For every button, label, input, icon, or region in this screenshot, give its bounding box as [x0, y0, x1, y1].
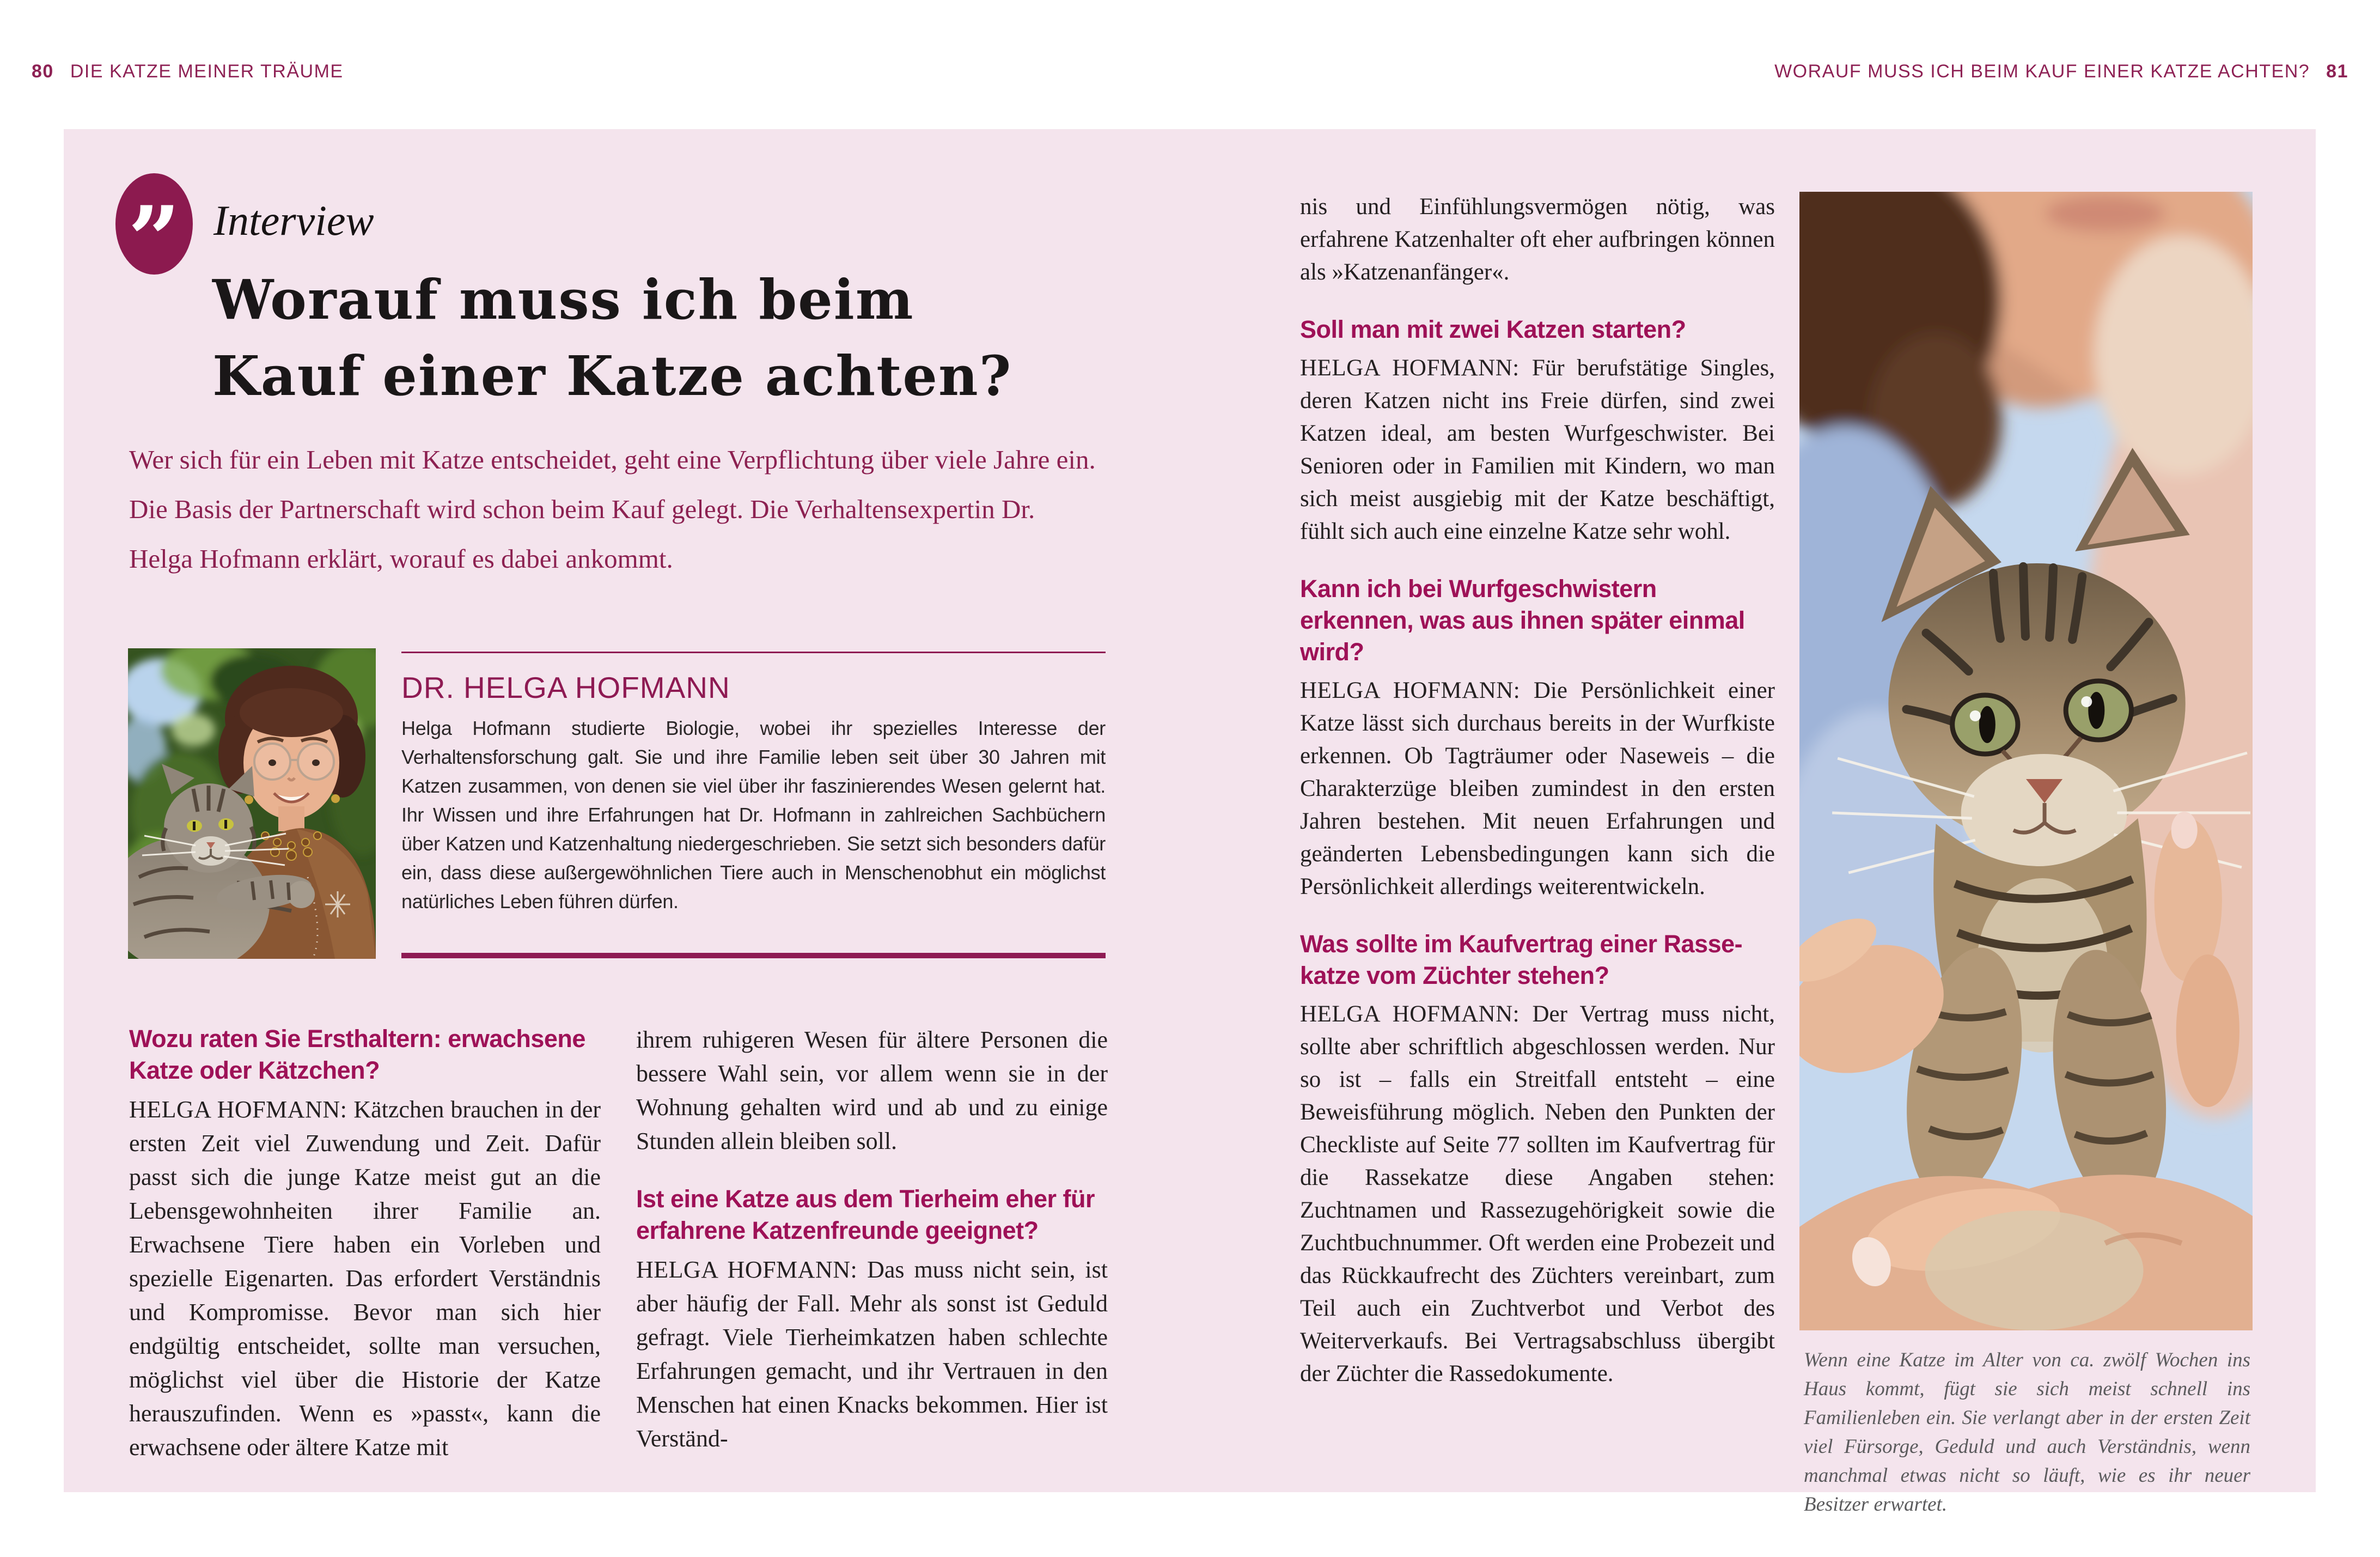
answer-1 — [129, 1093, 601, 1464]
quote-badge — [115, 173, 193, 294]
photo-caption: Wenn eine Katze im Alter von ca. zwölf Wochen ins Haus kommt, fügt sie sich meist schnell ins Familienleben ein. Sie verlangt aber in der ersten Zeit viel Fürsorge, Geduld und auch Verständnis, wenn manchmal etwas nicht so läuft, wie es ihr neuer Besitzer erwartet. — [1804, 1349, 2250, 1516]
article-title-line-1: Worauf muss ich beim — [212, 267, 914, 332]
speaker-name: HELGA HOFMANN: — [1300, 355, 1519, 381]
profile-name: DR. HELGA HOFMANN — [401, 671, 730, 704]
answer-2-text: Das muss nicht sein, ist aber häufig der Fall. Mehr als sonst ist Geduld gefragt. Viele Tierheimkatzen haben schlechte Erfahrungen gemacht, und ihr Vertrauen in den Menschen hat einen Knacks bekommen. Hier ist Verständ- — [636, 1256, 1108, 1452]
kitten-photo — [1799, 192, 2253, 1330]
answer-5 — [1300, 998, 1775, 1390]
answer-5-text: Der Vertrag muss nicht, sollte aber schriftlich abgeschlossen werden. Nur so ist – falls ein Streitfall entsteht – eine Beweisführung möglich. Neben den Punkten der Checkliste auf Seite 77 sollten im Kaufvertrag für die Rassekatze diese Angaben stehen: Zuchtnamen und Rassezugehörigkeit sowie die Zuchtbuchnummer. Oft werden eine Probezeit und das Rückkaufrecht des Züchters vereinbart, zum Teil auch ein Zuchtverbot und Verbot des Weiterverkaufs. Bei Vertragsabschluss übergibt der Züchter die Rassedokumente. — [1300, 1001, 1775, 1386]
qa-column-3 — [1300, 191, 1775, 1390]
page-header-right — [1774, 61, 2348, 82]
profile-bio: Helga Hofmann studierte Biologie, wobei ihr spezielles Interesse der Verhaltensforschung galt. Sie und ihre Familie leben seit über 30 Jahren mit Katzen zusammen, von denen sie viel über ihr faszinierendes Wesen gelernt hat. Ihr Wissen und ihre Erfahrungen hat Dr. Hofmann in zahlreichen Sachbüchern über Katzen und Katzenhaltung niedergeschrieben. Sie setzt sich besonders dafür ein, dass diese außergewöhnlichen Tiere auch in Menschenobhut ein möglichst natürliches Leben führen dürfen. — [401, 717, 1106, 913]
question-4: Kann ich bei Wurfgeschwistern erkennen, was aus ihnen später einmal wird? — [1300, 575, 1745, 666]
helga-hofmann-photo — [128, 648, 376, 959]
question-2: Ist eine Katze aus dem Tierheim eher für erfahrene Katzenfreunde geeignet? — [636, 1185, 1095, 1244]
portrait-photo-illustration — [128, 648, 376, 959]
profile-rule-top — [401, 652, 1106, 653]
qa-column-2 — [636, 1023, 1108, 1456]
profile-rule-bottom — [401, 953, 1106, 958]
answer-2 — [636, 1253, 1108, 1456]
qa-column-1 — [129, 1023, 601, 1464]
speaker-name: HELGA HOFMANN: — [129, 1096, 347, 1123]
answer-1-text: Kätzchen brauchen in der ersten Zeit viel Zuwendung und Zeit. Dafür passt sich die junge Katze meist gut an die Lebensgewohnheiten ihrer Familie an. Erwachsene Tiere haben ein Vorleben und spezielle Eigenarten. Das erfordert Verständnis und Kompromisse. Bevor man sich hier endgültig entscheidet, sollte man versuchen, möglichst viel über die Historie der Katze herauszufinden. Wenn es »passt«, kann die erwachsene oder ältere Katze mit — [129, 1096, 601, 1461]
speaker-name: HELGA HOFMANN: — [1300, 1001, 1520, 1027]
question-5: Was sollte im Kaufvertrag einer Rassekatze vom Züchter stehen? — [1300, 930, 1743, 989]
intro-paragraph: Wer sich für ein Leben mit Katze entscheidet, geht eine Verpflichtung über viele Jahre ein. Die Basis der Partnerschaft wird schon beim Kauf gelegt. Die Verhaltensexpertin Dr. Helga Hofmann erklärt, worauf es dabei ankommt. — [129, 445, 1096, 574]
answer-3 — [1300, 352, 1775, 548]
speaker-name: HELGA HOFMANN: — [636, 1256, 858, 1283]
answer-3-text: Für berufstätige Singles, deren Katzen nicht ins Freie dürfen, sind zwei Katzen ideal, am besten Wurfgeschwister. Bei Senioren oder in Familien mit Kindern, wo man sich meist ausgiebig mit der Katze beschäftigt, fühlt sich auch eine einzelne Katze sehr wohl. — [1300, 355, 1775, 544]
page-number-right: 81 — [2326, 61, 2348, 82]
page-header-left — [32, 61, 344, 82]
running-title-right: WORAUF MUSS ICH BEIM KAUF EINER KATZE ACHTEN? — [1774, 61, 2310, 82]
quote-icon: ” — [127, 186, 181, 294]
kicker-label: Interview — [213, 197, 374, 244]
question-3: Soll man mit zwei Katzen starten? — [1300, 315, 1686, 343]
kitten-photo-illustration — [1799, 192, 2253, 1330]
continuation-paragraph-1: ihrem ruhigeren Wesen für ältere Personen die bessere Wahl sein, vor allem wenn sie in der Wohnung gehalten wird und ab und zu einige Stunden allein bleiben soll. — [636, 1026, 1108, 1154]
question-1: Wozu raten Sie Ersthaltern: erwachsene Katze oder Kätzchen? — [129, 1025, 585, 1084]
continuation-paragraph-2: nis und Einfühlungsvermögen nötig, was erfahrene Katzenhalter oft eher aufbringen können als »Katzenanfänger«. — [1300, 194, 1775, 285]
speaker-name: HELGA HOFMANN: — [1300, 678, 1521, 703]
answer-4-text: Die Persönlichkeit einer Katze lässt sich durchaus bereits in der Wurfkiste erkennen. Ob Tagträumer oder Naseweis – die Charakterzüge bleiben zumindest in den ersten Jahren bestehen. Mit neuen Erfahrungen und geänderten Lebensbedingungen kann sich die Persönlichkeit allerdings weiterentwickeln. — [1300, 678, 1775, 899]
article-title — [212, 261, 1012, 414]
article-title-line-2: Kauf einer Katze achten? — [212, 344, 1012, 408]
page-number-left: 80 — [32, 61, 54, 82]
running-title-left: DIE KATZE MEINER TRÄUME — [70, 61, 344, 82]
answer-4 — [1300, 674, 1775, 903]
